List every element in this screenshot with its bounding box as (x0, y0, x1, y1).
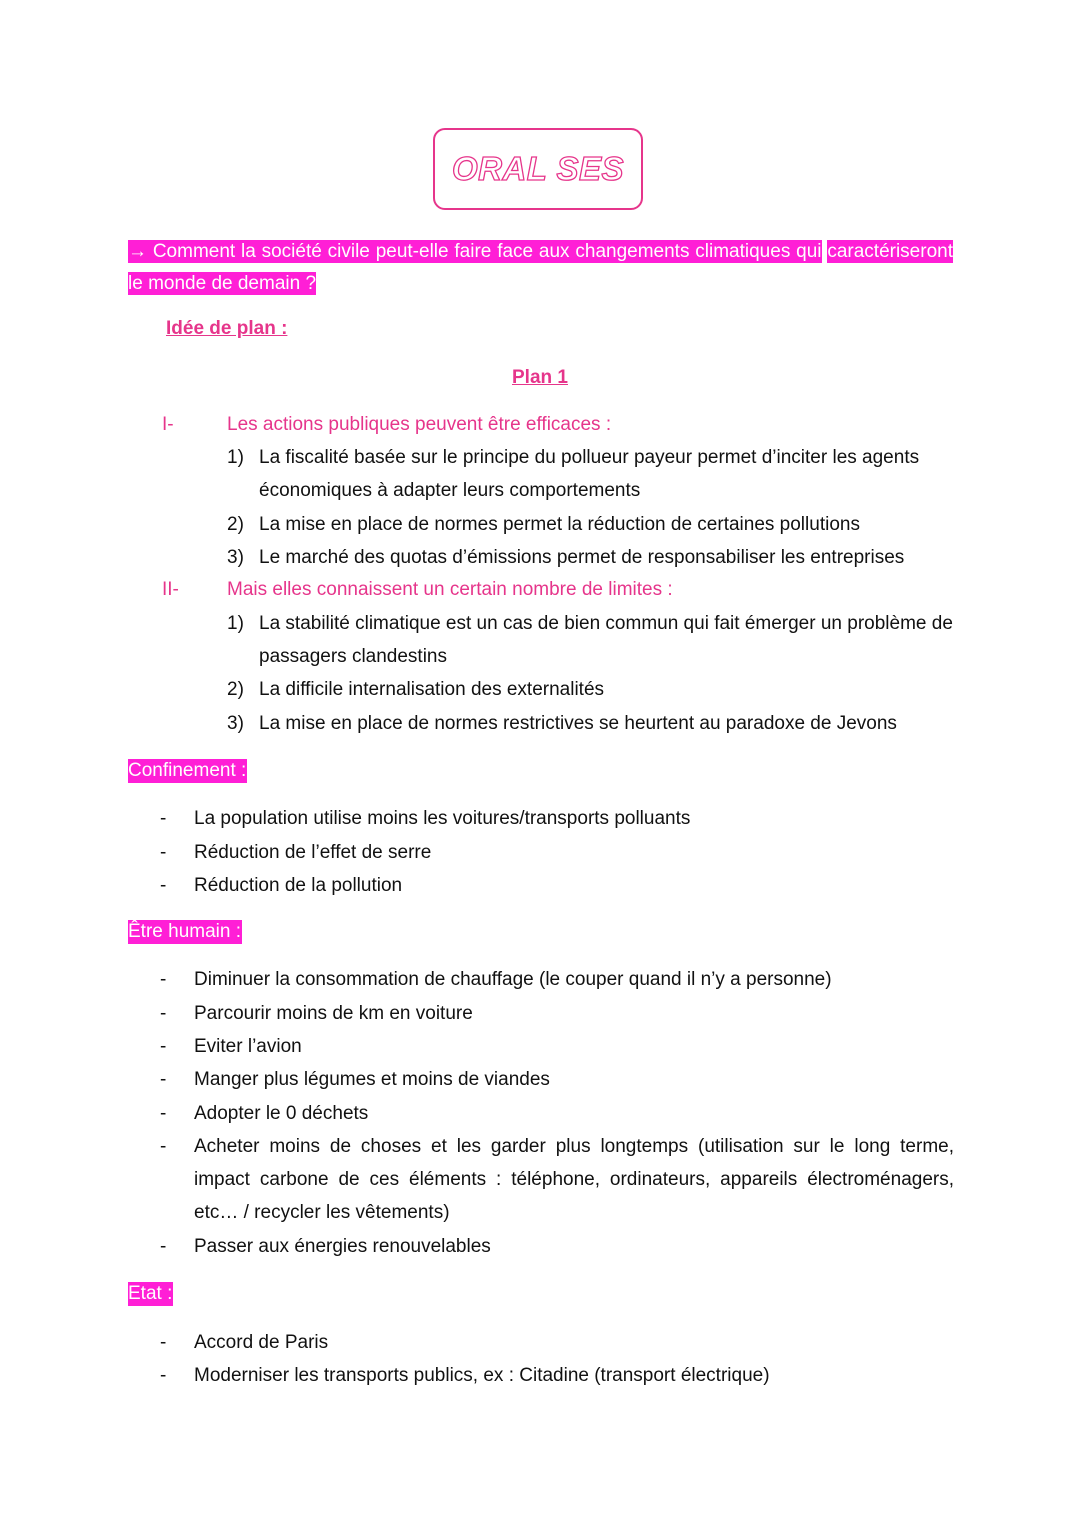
part-1-item-2: La mise en place de normes permet la réduction de certaines pollutions (259, 514, 860, 535)
etre-humain-bullet-5: - (160, 1103, 167, 1124)
confinement-bullet-3: - (160, 875, 167, 896)
etat-bullet-2: - (160, 1365, 167, 1386)
part-2-item-3-number: 3) (227, 713, 244, 734)
plan-1-heading: Plan 1 (512, 367, 568, 388)
etre-humain-item-4: Manger plus légumes et moins de viandes (194, 1069, 550, 1090)
question-line-2: caractériseront le monde de demain ? (128, 241, 953, 294)
etre-humain-label: Être humain : (128, 921, 241, 942)
confinement-label: Confinement : (128, 760, 247, 781)
etre-humain-bullet-2: - (160, 1003, 167, 1024)
confinement-item-1: La population utilise moins les voitures/transports polluants (194, 808, 691, 829)
confinement-bullet-2: - (160, 842, 167, 863)
etre-humain-bullet-4: - (160, 1069, 167, 1090)
part-2-numeral: II- (162, 579, 179, 600)
part-1-item-1-number: 1) (227, 447, 244, 468)
etre-humain-bullet-6: - (160, 1136, 167, 1157)
question-line-1: → Comment la société civile peut-elle faire face aux changements climatiques qui (128, 241, 822, 262)
etre-humain-item-7: Passer aux énergies renouvelables (194, 1236, 491, 1257)
etre-humain-bullet-1: - (160, 969, 167, 990)
part-1-title: Les actions publiques peuvent être efficaces : (227, 414, 612, 435)
etat-item-2: Moderniser les transports publics, ex : Citadine (transport électrique) (194, 1365, 770, 1386)
etre-humain-bullet-3: - (160, 1036, 167, 1057)
etat-item-1: Accord de Paris (194, 1332, 329, 1353)
page-title: ORAL SES (451, 150, 625, 187)
plan-idea-label: Idée de plan : (166, 318, 288, 339)
part-1-item-3: Le marché des quotas d’émissions permet de responsabiliser les entreprises (259, 547, 905, 568)
confinement-item-2: Réduction de l’effet de serre (194, 842, 432, 863)
etat-bullet-1: - (160, 1332, 167, 1353)
confinement-bullet-1: - (160, 808, 167, 829)
etat-label: Etat : (128, 1283, 173, 1304)
title-box (433, 128, 643, 210)
part-1-item-2-number: 2) (227, 514, 244, 535)
part-1-numeral: I- (162, 414, 174, 435)
etre-humain-item-5: Adopter le 0 déchets (194, 1103, 369, 1124)
part-1-item-1: La fiscalité basée sur le principe du pollueur payeur permet d’inciter les agents économiques à adapter leurs comportements (259, 447, 920, 501)
confinement-item-3: Réduction de la pollution (194, 875, 403, 896)
part-2-item-1-number: 1) (227, 613, 244, 634)
etre-humain-bullet-7: - (160, 1236, 167, 1257)
etre-humain-item-1: Diminuer la consommation de chauffage (le couper quand il n’y a personne) (194, 969, 832, 990)
part-2-item-1: La stabilité climatique est un cas de bien commun qui fait émerger un problème de passagers clandestins (259, 613, 953, 667)
question (128, 236, 953, 300)
part-1-item-3-number: 3) (227, 547, 244, 568)
part-2-item-2: La difficile internalisation des externalités (259, 679, 605, 700)
part-2-item-3: La mise en place de normes restrictives se heurtent au paradoxe de Jevons (259, 713, 897, 734)
part-2-title: Mais elles connaissent un certain nombre de limites : (227, 579, 673, 600)
etre-humain-item-3: Eviter l’avion (194, 1036, 302, 1057)
etre-humain-item-2: Parcourir moins de km en voiture (194, 1003, 473, 1024)
part-2-item-2-number: 2) (227, 679, 244, 700)
etre-humain-item-6: Acheter moins de choses et les garder plus longtemps (utilisation sur le long terme, impact carbone de ces éléments : téléphone, ordinateurs, appareils électroménagers, etc… / recycler les vêtements) (194, 1136, 954, 1223)
